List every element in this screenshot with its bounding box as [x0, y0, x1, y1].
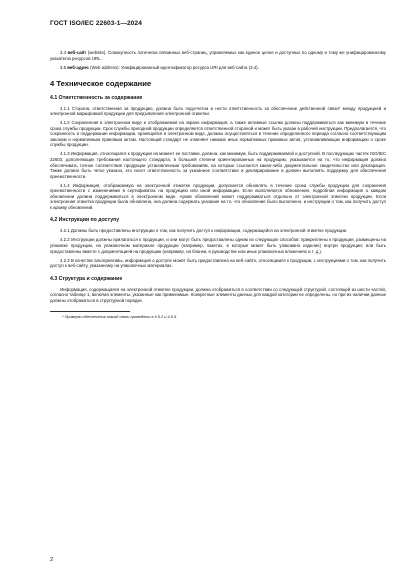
definition-text: (website). Совокупность логически связанных веб-страниц, управляемых как единое целое и доступных по одному и тому же унифицированному указателю ресурсов URL. — [50, 50, 386, 61]
section-4-2-heading: 4.2 Инструкции по доступу — [50, 217, 120, 224]
document-header: ГОСТ ISO/IEC 22603-1—2024 — [50, 20, 142, 27]
paragraph-4-1-1: 4.1.1 Сторона, ответственная за продукцию, должна быть подотчетна и нести ответственность за обеспечение действенной связи* между продукцией и электронной маркировкой продукции для предъявления электронной этикетки. — [50, 105, 386, 117]
definition-text: (Web address): Унифицированный идентификатор ресурса URI для веб-сайта (3.4). — [88, 65, 259, 71]
clause-number: 3.4 — [60, 50, 67, 55]
clause-number: 3.5 — [60, 65, 67, 71]
paragraph-4-1-2: 4.1.2 Сохраненная в электронном виде и отображаемая на экране информация, а также активные ссылки должны поддерживаться как минимум в течение срока службы продукции. Срок службы пригодной продукции определяется ответственной стороной и может быть указан в рабочей инструкции. Предполагается, что сохранность и поддержание информации, хранящейся в электронном виде, должны осуществляться в течение определенного периода согласно соответствующим законам и нормативным правовым актам. Настоящий стандарт не отменяет никаких иных нормативных правовых актов, устанавливающих информацию о сроке службы продукции. — [50, 120, 386, 148]
term: веб-адрес — [67, 65, 89, 71]
paragraph-4-1-3: 4.1.3 Информация, относящаяся к продукции на момент ее поставки, должна, как минимум, быть поддерживаемой и доступной. В последующих частях ISO/IEC 22603, дополняющих требования настоящего стандарта, в большей степени ориентированных на продукцию, указывается на то, что информация должна обеспечивать точное соответствие продукции установленным требованиям, на которые ссылается какая-либо документальное свидетельство или декларация. Также должно быть четко указано, кто несет ответственность за указанное соответствие и декларирование и должен выполнять поддержку для обеспечения преемственности. — [50, 151, 386, 179]
section-4-heading: 4 Техническое содержание — [50, 78, 152, 88]
section-4-3-heading: 4.3 Структура и содержание — [50, 275, 123, 282]
footnote: * Примеры обеспечения такой связи приведены в 4.5.2 и 4.5.4. — [62, 314, 178, 320]
page-content — [50, 50, 386, 319]
term: веб-сайт — [67, 50, 87, 55]
paragraph-4-1-4: 4.1.4 Информация, отображаемую на электронной этикетке продукции, допускается обновлять в течение срока службы продукции для сохранения преемственности с изменениями в сертификатах на продукцию или иной информации. Если выполняются обновления, подробная информация о каждом обновлении должна поддерживаться в электронном виде. Архив обновлений может поддерживаться отдельно от электронной этикетки продукции. Если электронная этикетка продукции была обновлена, она должна содержать указание на то, что обновление было выполнено, и инструкции о том, как получить доступ к архиву обновлений. — [50, 182, 386, 210]
paragraph-4-2-1: 4.2.1 Должны быть предоставлены инструкции о том, как получить доступ к информации, содержащейся на электронной этикетке продукции. — [60, 228, 348, 234]
paragraph-4-2-2: 4.2.2 Инструкции должны прилагаться к продукции, и они могут быть предоставлены одним из следующих способов: прикреплены к продукции, размещены на упаковке продукции, на упаковочном материале продукции (например, пакетах, в которые может быть упаковано изделие) внутри продукции; или быть предоставлены вместе с документацией на продукцию (например, на бланки, в руководстве или иных упаковочных вложениях и т. д.). — [50, 237, 386, 254]
definition-3-5 — [50, 65, 386, 71]
section-4-1-heading: 4.1 Ответственность за содержание — [50, 94, 143, 101]
footnote-divider — [50, 311, 130, 312]
definition-3-4 — [50, 50, 386, 61]
page-number: 2 — [50, 557, 54, 563]
paragraph-4-2-3: 4.2.3 В качестве альтернативы, информация о доступе может быть предоставлена на веб-сайте, относящемся к продукции, с инструкциями о том, как получить доступ к веб-сайту, указанному на упаковочных материалах. — [50, 257, 386, 269]
paragraph-4-3: Информация, содержащаяся на электронной этикетке продукции, должна отображаться в соответствии со следующей структурой, состоящей из шести частей, согласно таблице 1, включая элементы, указанные как применимые. Конкретные элементы данных для каждой категории не определены, но при их наличии данные должны отображаться в структурной порядке. — [50, 286, 386, 303]
